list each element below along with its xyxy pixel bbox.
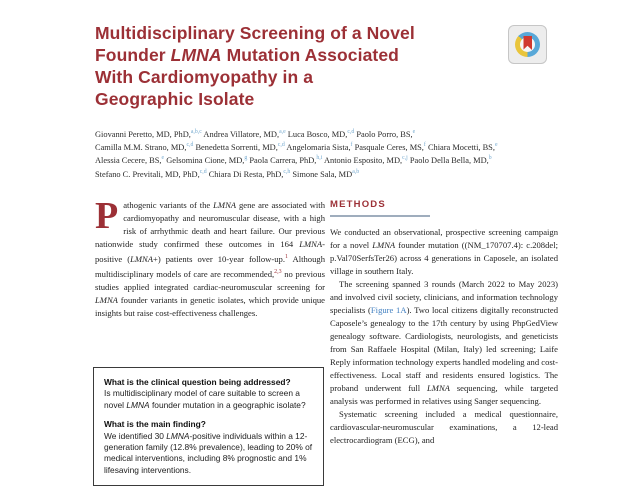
affiliation-superscript: a,b,c	[190, 129, 202, 135]
affiliation-superscript: e	[494, 142, 498, 149]
text-segment: Luca Bosco, MD,	[285, 129, 348, 139]
affiliation-superscript: c,d	[347, 129, 355, 135]
intro-paragraph	[95, 195, 325, 320]
italic-text: LMNA	[299, 239, 323, 249]
italic-text: LMNA	[126, 399, 150, 410]
text-segment: Geographic Isolate	[95, 89, 255, 109]
text-segment: With Cardiomyopathy in a	[95, 67, 314, 87]
text-segment: -positive individuals within a 12-generation family (12.8% prevalence), leading to 20% of medical interventions, including 8% prognostic and 1% lifesaving interventions.	[104, 430, 313, 475]
text-segment: Pasquale Ceres, MS,	[352, 143, 424, 152]
text-segment: Chiara Mocetti, BS,	[425, 143, 495, 152]
text-segment: no previous studies applied integrated cardiac-neuromuscular screening for	[95, 268, 325, 292]
text-segment: ). Two local citizens digitally reconstructed Caposele’s genealogy to the 17th century by using PhpGedView genealogy software. Cardiologists, neurologists, and geneticists from San Raffaele Hospital (Milan, Italy) led screening; Laife Reply information technology experts handled modeling and cost-effectiveness. Local staff and residents ensured logistics. The proband underwent full	[330, 305, 558, 393]
question-1-body	[104, 388, 313, 411]
text-segment: Is multidisciplinary model of care suitable to screen a novel	[104, 388, 300, 410]
title-line-1	[95, 22, 545, 44]
affiliation-superscript: c,j	[402, 155, 408, 162]
affiliation-superscript: c,d	[277, 142, 285, 149]
text-segment: founder mutation in a geographic isolate?	[149, 399, 306, 410]
right-column	[330, 199, 558, 447]
methods-paragraph-1	[330, 226, 558, 278]
title-line-2	[95, 44, 545, 66]
italic-text: LMNA	[95, 294, 118, 305]
affiliation-superscript: g	[244, 155, 248, 162]
text-segment: founder mutation ((NM_170707.4): c.208del; p.Val70SerfsTer26) across 4 generations in Caposele, an isolated village in southern Italy.	[330, 240, 558, 276]
affiliation-superscript: b	[488, 155, 492, 162]
question-2-title: What is the main finding?	[104, 419, 206, 430]
text-segment: Systematic screening included a medical questionnaire, cardiovascular-neuromuscular examinations, a 12-lead electrocardiogram (ECG), and	[330, 409, 558, 445]
text-segment: sequencing, while targeted analysis was performed in relatives using Sanger sequencing.	[330, 383, 558, 406]
bookmark-icon	[523, 36, 532, 50]
text-segment: -positive (	[95, 239, 325, 264]
author-list	[95, 127, 557, 180]
italic-text: LMNA	[130, 253, 153, 264]
left-column	[95, 195, 325, 320]
italic-text: LMNA	[170, 45, 222, 65]
italic-text: LMNA	[372, 240, 396, 250]
central-illustration-badge-button[interactable]	[508, 25, 547, 64]
text-segment: Angelomaria Sista,	[284, 143, 351, 152]
author-line	[95, 127, 557, 140]
text-segment: founder variants in genetic isolates, which provide unique insights but raise cost-effectiveness challenges.	[95, 294, 325, 318]
text-segment: Gelsomina Cione, MD,	[164, 156, 245, 166]
title-line-3	[95, 66, 545, 88]
affiliation-superscript: h,i	[316, 155, 323, 162]
affiliation-superscript: f	[423, 142, 426, 149]
author-line	[95, 140, 557, 153]
text-segment: Stefano C. Previtali, MD, PhD,	[95, 169, 200, 179]
italic-text: LMNA	[213, 200, 237, 210]
text-segment: Although multidisciplinary models of care are recommended,	[95, 253, 325, 279]
affiliation-superscript: c,d	[186, 142, 194, 149]
text-segment: Multidisciplinary Screening of a Novel	[95, 23, 415, 43]
text-segment: +) patients over 10-year follow-up.	[153, 253, 285, 264]
text-segment: Paola Carrera, PhD,	[247, 156, 317, 166]
text-segment: Camilla M.M. Strano, MD,	[95, 143, 187, 152]
text-segment: Simone Sala, MD	[290, 169, 353, 179]
affiliation-superscript: c,h	[283, 168, 291, 175]
italic-text: LMNA	[427, 383, 450, 393]
multicolor-ring-icon	[515, 32, 540, 57]
text-segment: Chiara Di Resta, PhD,	[206, 169, 284, 179]
text-segment: We conducted an observational, prospective screening campaign for a novel	[330, 227, 558, 250]
author-line	[95, 153, 557, 166]
text-segment: Mutation Associated	[221, 45, 399, 65]
clinical-question-box	[93, 367, 324, 486]
text-segment: athogenic variants of the	[123, 200, 214, 210]
text-segment: gene are associated with cardiomyopathy and neuromuscular disease, with a high risk of arrhythmic death and heart failure. Our previous nationwide study confirmed these outcomes in 164	[95, 200, 325, 249]
methods-paragraph-3	[330, 408, 558, 447]
text-segment: Antonio Esposito, MD,	[322, 156, 403, 166]
methods-heading: METHODS	[330, 199, 386, 210]
reference-superscript: 2,3	[274, 268, 282, 275]
affiliation-superscript: e	[161, 155, 165, 162]
affiliation-superscript: e	[412, 129, 416, 135]
affiliation-superscript: a,b	[352, 168, 360, 175]
article-title	[95, 22, 545, 110]
intro-text	[95, 195, 325, 318]
reference-superscript: 1	[285, 254, 288, 260]
affiliation-superscript: a,e	[279, 129, 286, 135]
text-segment: The screening spanned 3 rounds (March 2022 to May 2023) and involved civil society, clinicians, and information technology specialists (	[330, 279, 558, 315]
author-line	[95, 167, 557, 180]
affiliation-superscript: f	[350, 142, 353, 149]
affiliation-superscript: c,d	[199, 168, 207, 175]
question-2-body	[104, 431, 313, 477]
text-segment: Giovanni Peretto, MD, PhD,	[95, 129, 191, 139]
text-segment: Founder	[95, 45, 171, 65]
title-line-4	[95, 88, 545, 110]
drop-cap: P	[95, 195, 119, 237]
question-1-title: What is the clinical question being addressed?	[104, 377, 291, 387]
text-segment: We identified 30	[104, 430, 167, 441]
text-segment: Alessia Cecere, BS,	[95, 156, 162, 166]
italic-text: LMNA	[166, 430, 190, 441]
text-segment: Benedetta Sorrenti, MD,	[193, 143, 278, 152]
figure-1a-link[interactable]: Figure 1A	[370, 305, 407, 315]
text-segment: Paolo Porro, BS,	[354, 129, 413, 139]
text-segment: Andrea Villatore, MD,	[201, 129, 280, 139]
text-segment: Paolo Della Bella, MD,	[407, 156, 489, 166]
methods-paragraph-2	[330, 278, 558, 408]
heading-rule	[330, 215, 430, 217]
